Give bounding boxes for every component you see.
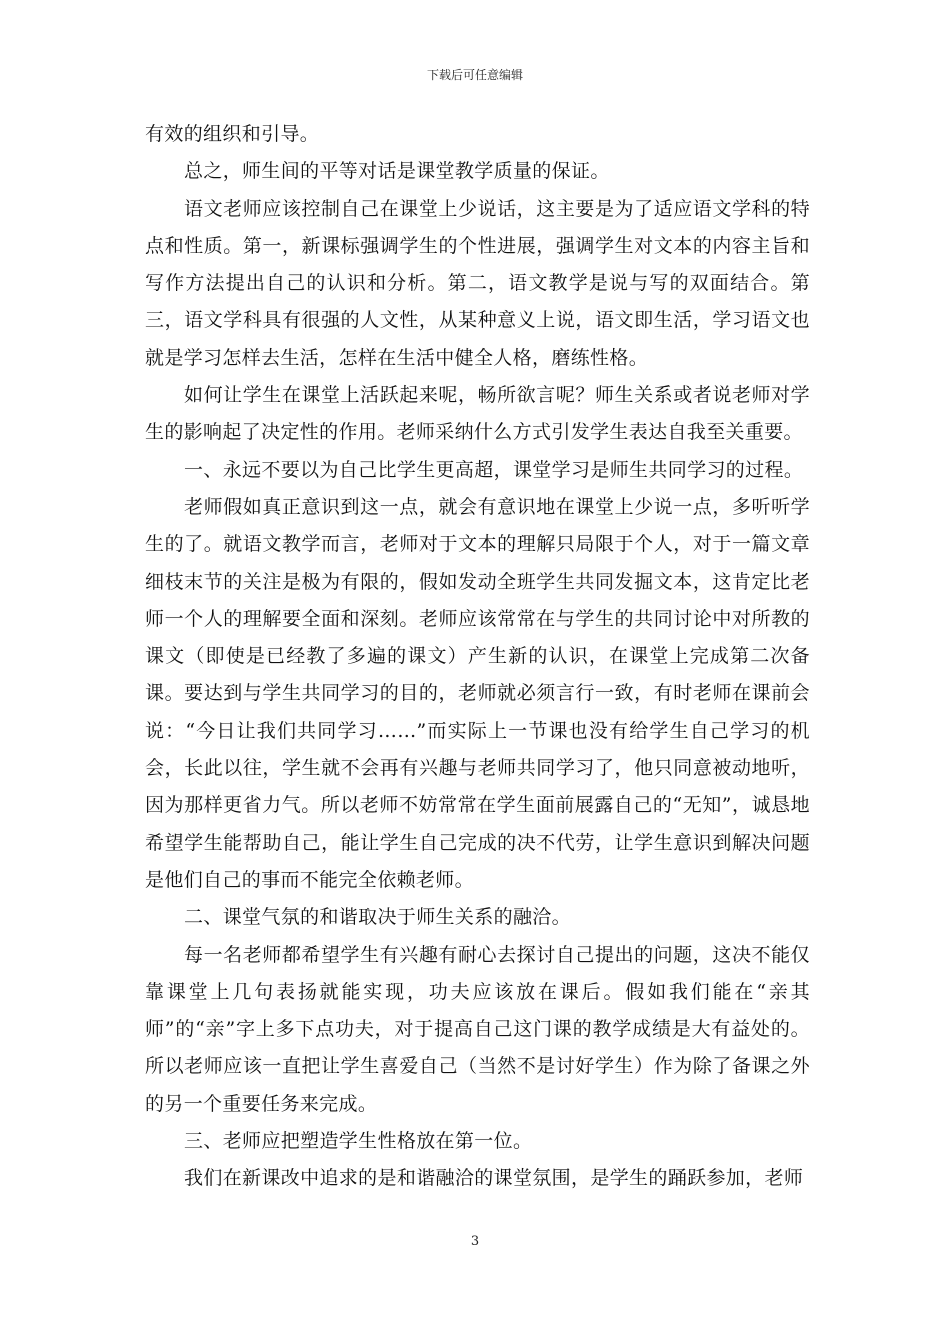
paragraph-4: 如何让学生在课堂上活跃起来呢，畅所欲言呢？师生关系或者说老师对学生的影响起了决定性的作用。老师采纳什么方式引发学生表达自我至关重要。 [145, 384, 810, 444]
paragraph-6: 每一名老师都希望学生有兴趣有耐心去探讨自己提出的问题，这决不能仅靠课堂上几句表扬就能实现，功夫应该放在课后。假如我们能在“亲其师”的“亲”字上多下点功夫，对于提高自己这门课的教学成绩是大有益处的。所以老师应该一直把让学生喜爱自己（当然不是讨好学生）作为除了备课之外的另一个重要任务来完成。 [145, 943, 810, 1115]
paragraph-5: 老师假如真正意识到这一点，就会有意识地在课堂上少说一点，多听听学生的了。就语文教学而言，老师对于文本的理解只局限于个人，对于一篇文章细枝末节的关注是极为有限的，假如发动全班学生共同发掘文本，这肯定比老师一个人的理解要全面和深刻。老师应该常常在与学生的共同讨论中对所教的课文（即使是已经教了多遍的课文）产生新的认识，在课堂上完成第二次备课。要达到与学生共同学习的目的，老师就必须言行一致，有时老师在课前会说：“今日让我们共同学习……”而实际上一节课也没有给学生自己学习的机会，长此以往，学生就不会再有兴趣与老师共同学习了，他只同意被动地听，因为那样更省力气。所以老师不妨常常在学生面前展露自己的“无知”，诚恳地希望学生能帮助自己，能让学生自己完成的决不代劳，让学生意识到解决问题是他们自己的事而不能完全依赖老师。 [145, 495, 810, 891]
page-header: 下载后可任意编辑 [426, 68, 523, 82]
section-heading-2: 二、课堂气氛的和谐取决于师生关系的融洽。 [184, 906, 572, 929]
paragraph-3: 语文老师应该控制自己在课堂上少说话，这主要是为了适应语文学科的特点和性质。第一，新课标强调学生的个性进展，强调学生对文本的内容主旨和写作方法提出自己的认识和分析。第二，语文教学是说与写的双面结合。第三，语文学科具有很强的人文性，从某种意义上说，语文即生活，学习语文也就是学习怎样去生活，怎样在生活中健全人格，磨练性格。 [145, 197, 810, 369]
document-body [145, 116, 810, 1198]
paragraph-2: 总之，师生间的平等对话是课堂教学质量的保证。 [184, 160, 610, 183]
paragraph-7: 我们在新课改中追求的是和谐融洽的课堂氛围，是学生的踊跃参加，老师 [184, 1167, 804, 1190]
paragraph-1: 有效的组织和引导。 [145, 123, 320, 145]
page-number: 3 [470, 1234, 480, 1249]
section-heading-3: 三、老师应把塑造学生性格放在第一位。 [184, 1130, 533, 1153]
section-heading-1: 一、永远不要以为自己比学生更高超，课堂学习是师生共同学习的过程。 [184, 458, 804, 481]
